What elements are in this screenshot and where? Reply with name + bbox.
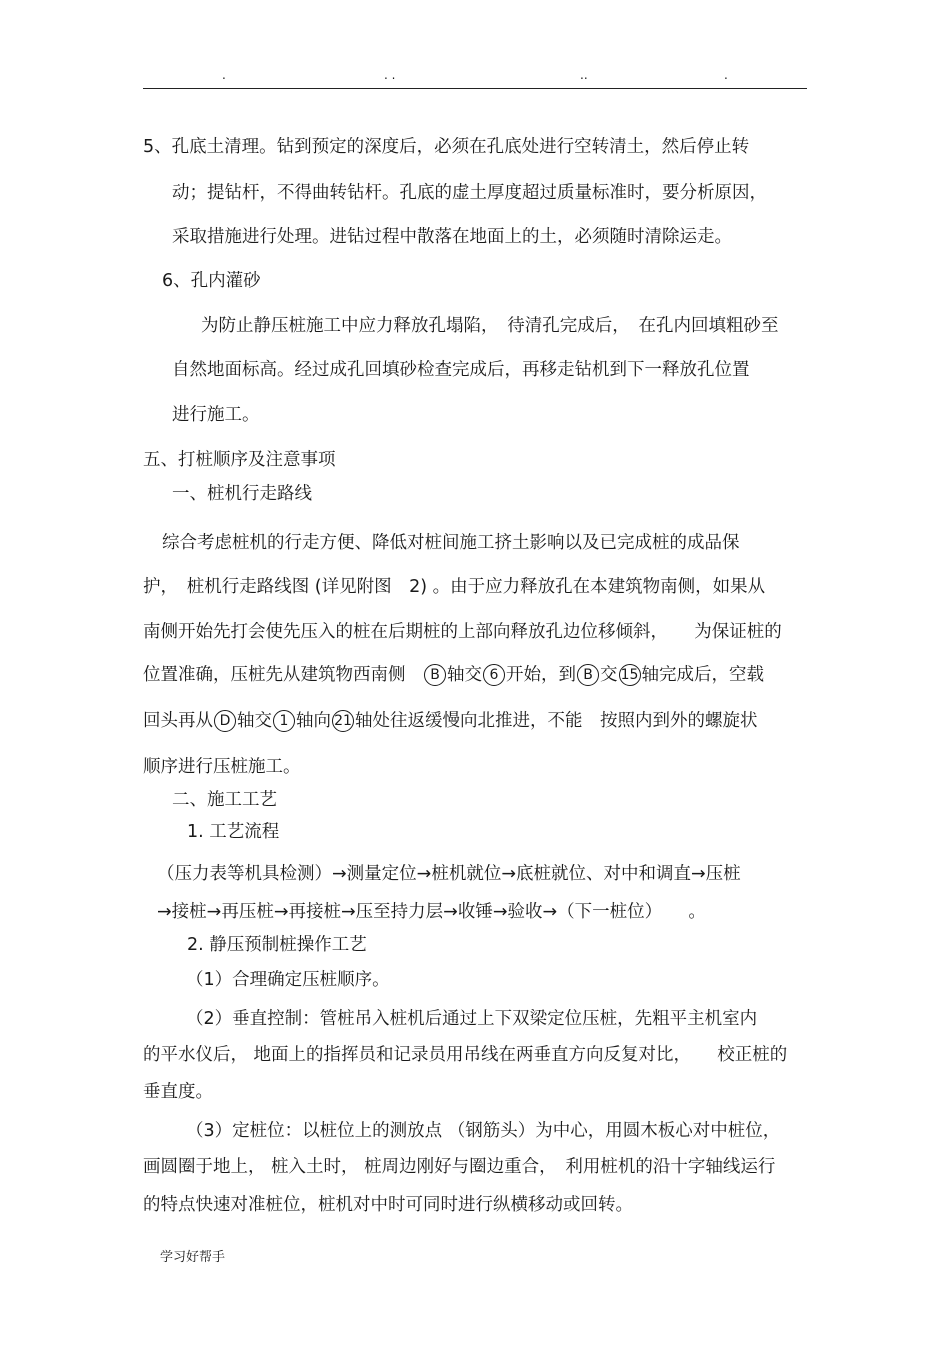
header-mark: . . [384,68,396,82]
text-run: 轴向 [296,711,331,731]
paragraph-line: 南侧开始先打会使先压入的桩在后期桩的上部向释放孔边位移倾斜， 为保证桩的 [143,622,782,642]
section-heading: 1. 工艺流程 [187,822,280,842]
paragraph-line: 为防止静压桩施工中应力释放孔塌陷， 待清孔完成后， 在孔内回填粗砂至 [201,316,779,336]
paragraph-line: 采取措施进行处理。进钻过程中散落在地面上的土，必须随时清除运走。 [172,227,732,247]
paragraph-line: （3）定桩位：以桩位上的测放点 （钢筋头）为中心，用圆木板心对中桩位， [186,1121,781,1141]
paragraph-line-axes [143,663,764,687]
paragraph-line: 护， 桩机行走路线图 (详见附图 2) 。由于应力释放孔在本建筑物南侧，如果从 [143,577,766,597]
paragraph-line: 自然地面标高。经过成孔回填砂检查完成后，再移走钻机到下一释放孔位置 [172,360,750,380]
text-run: 轴处往返缓慢向北推进，不能 按照内到外的螺旋状 [355,711,758,731]
text-run: 开始，到 [506,665,576,685]
paragraph-line: （2）垂直控制：管桩吊入桩机后通过上下双梁定位压桩，先粗平主机室内 [186,1009,758,1029]
page-footer: 学习好帮手 [160,1250,226,1265]
text-run: 轴交 [447,665,482,685]
circled-axis-label: 1 [273,710,295,732]
paragraph-line: →接桩→再压桩→再接桩→压至持力层→收锤→验收→（下一桩位） 。 [157,902,706,922]
paragraph-line: 垂直度。 [143,1082,213,1102]
paragraph-line: 动；提钻杆，不得曲转钻杆。孔底的虚土厚度超过质量标准时，要分析原因， [172,183,767,203]
header-mark: . [222,68,226,82]
section-heading: 2. 静压预制桩操作工艺 [187,935,367,955]
paragraph-line: （压力表等机具检测）→测量定位→桩机就位→底桩就位、对中和调直→压桩 [157,864,741,884]
paragraph-line: （1）合理确定压桩顺序。 [186,970,390,990]
text-run: 回头再从 [143,711,213,731]
paragraph-line: 进行施工。 [172,405,260,425]
section-heading: 二、施工工艺 [172,790,277,810]
text-run: 位置准确，压桩先从建筑物西南侧 [143,665,423,685]
text-run: 交 [600,665,618,685]
paragraph-line: 的特点快速对准桩位，桩机对中时可同时进行纵横移动或回转。 [143,1195,633,1215]
paragraph-line: 画圆圈于地上， 桩入土时， 桩周边刚好与圈边重合， 利用桩机的沿十字轴线运行 [143,1157,776,1177]
paragraph-line: 顺序进行压桩施工。 [143,757,301,777]
section-heading: 五、打桩顺序及注意事项 [143,450,336,470]
section-heading: 6、孔内灌砂 [162,271,261,291]
circled-axis-label: B [577,664,599,686]
circled-axis-label: 21 [332,710,354,732]
circled-axis-label: B [424,664,446,686]
text-run: 轴交 [237,711,272,731]
header-mark: .. [580,68,588,82]
section-heading: 一、桩机行走路线 [172,484,312,504]
paragraph-line: 的平水仪后， 地面上的指挥员和记录员用吊线在两垂直方向反复对比， 校正桩的 [143,1045,788,1065]
paragraph-line: 综合考虑桩机的行走方便、降低对桩间施工挤土影响以及已完成桩的成品保 [162,533,740,553]
circled-axis-label: 15 [619,664,641,686]
paragraph-line-axes [143,709,758,733]
text-run: 轴完成后，空载 [641,665,764,685]
circled-axis-label: 6 [483,664,505,686]
header-rule [143,88,807,89]
circled-axis-label: D [214,710,236,732]
paragraph-line: 5、孔底土清理。钻到预定的深度后，必须在孔底处进行空转清土，然后停止转 [143,137,750,157]
header-mark: . [724,68,728,82]
